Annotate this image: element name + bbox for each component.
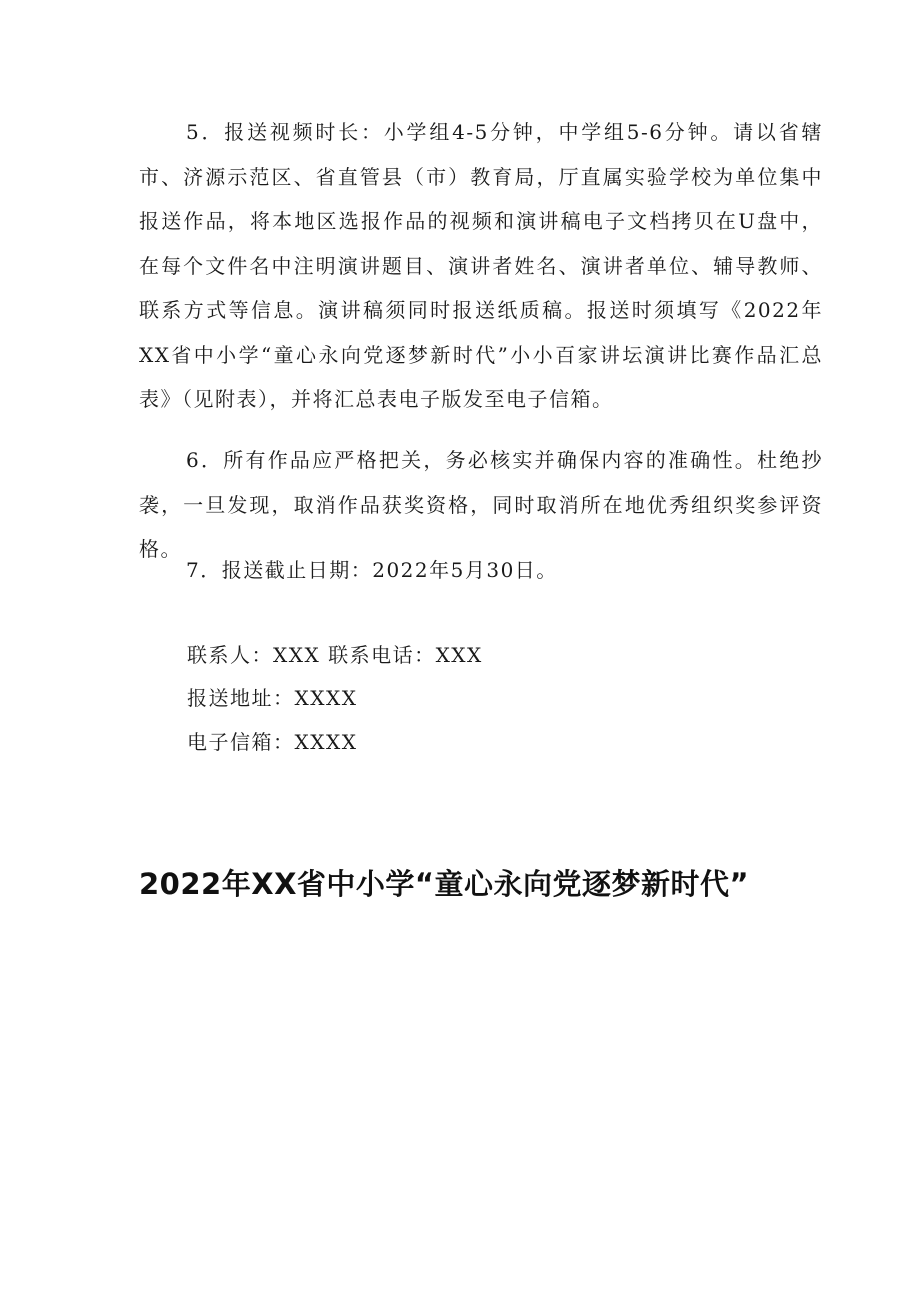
appendix-heading: 2022年XX省中小学“童心永向党逐梦新时代” — [139, 867, 750, 901]
paragraph-item-7: 7．报送截止日期：2022年5月30日。 — [186, 558, 558, 582]
contact-person-line: 联系人：XXX 联系电话：XXX — [187, 643, 483, 667]
email-line: 电子信箱：XXXX — [187, 730, 358, 754]
submission-address-line: 报送地址：XXXX — [187, 686, 358, 710]
paragraph-item-5: 5．报送视频时长：小学组4-5分钟，中学组5-6分钟。请以省辖市、济源示范区、省直管县（市）教育局，厅直属实验学校为单位集中报送作品，将本地区选报作品的视频和演讲稿电子文档拷贝在U盘中，在每个文件名中注明演讲题目、演讲者姓名、演讲者单位、辅导教师、联系方式等信息。演讲稿须同时报送纸质稿。报送时须填写《2022年XX省中小学“童心永向党逐梦新时代”小小百家讲坛演讲比赛作品汇总表》（见附表），并将汇总表电子版发至电子信箱。 — [139, 120, 823, 411]
paragraph-item-6: 6．所有作品应严格把关，务必核实并确保内容的准确性。杜绝抄袭，一旦发现，取消作品获奖资格，同时取消所在地优秀组织奖参评资格。 — [139, 448, 823, 561]
